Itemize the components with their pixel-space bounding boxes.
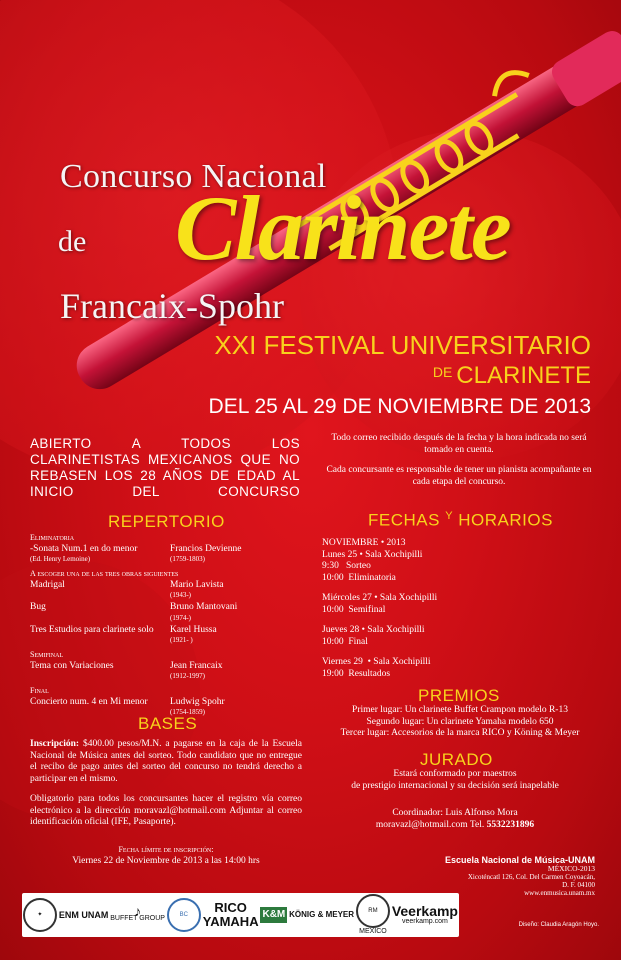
school-address: D. F. 04100 bbox=[562, 881, 595, 889]
prizes bbox=[320, 705, 600, 740]
deadline-label: Fecha límite de inscripción: bbox=[118, 845, 214, 854]
konig-text: KÖNIG & MEYER bbox=[289, 910, 355, 919]
work: Tres Estudios para clarinete solo bbox=[30, 624, 154, 635]
eligibility-text: ABIERTO A TODOS LOS CLARINETISTAS MEXICANOS QUE NO REBASEN LOS 28 AÑOS DE EDAD AL INICIO DEL CONCURSO bbox=[30, 436, 300, 499]
repertorio-row bbox=[30, 544, 300, 564]
note-email: Todo correo recibido después de la fecha y la hora indicada no será tomado en cuenta. bbox=[331, 433, 587, 455]
coordinator-phone: 5532231896 bbox=[486, 819, 535, 830]
design-credit: Diseño: Claudia Aragón Hoyo. bbox=[518, 922, 599, 928]
festival-dates: DEL 25 AL 29 DE NOVIEMBRE DE 2013 bbox=[208, 395, 591, 418]
school-web[interactable]: www.enmusica.unam.mx bbox=[524, 889, 595, 897]
buffet-logo bbox=[110, 903, 165, 923]
rm-sub: MEXICO bbox=[359, 928, 387, 935]
repertorio-row bbox=[30, 580, 300, 600]
prize-line: Segundo lugar: Un clarinete Yamaha modelo 650 bbox=[366, 716, 554, 727]
title-clarinete: Clarinete bbox=[175, 177, 510, 279]
repertorio-list bbox=[30, 532, 300, 716]
bases-text bbox=[30, 739, 302, 838]
rico-text: RICO bbox=[214, 900, 247, 915]
edition: (Ed. Henry Lemoine) bbox=[30, 555, 91, 563]
composer: Bruno Mantovani bbox=[170, 602, 238, 612]
title-line-2: de bbox=[58, 225, 87, 258]
school-info bbox=[380, 855, 595, 897]
konig-logo bbox=[289, 908, 354, 922]
fechas-y: Y bbox=[445, 510, 454, 522]
schedule-day bbox=[322, 550, 492, 585]
schedule-day bbox=[322, 593, 492, 616]
km-logo bbox=[260, 907, 287, 923]
horarios-word: HORARIOS bbox=[458, 510, 553, 530]
unam-seal-icon: ✦ bbox=[23, 898, 57, 932]
title-line-4: Francaix-Spohr bbox=[60, 286, 284, 326]
km-text: K&M bbox=[260, 907, 287, 923]
jury-line: Estará conformado por maestros bbox=[393, 769, 517, 779]
school-name: Escuela Nacional de Música-UNAM bbox=[444, 855, 595, 865]
composer: Mario Lavista bbox=[170, 579, 224, 590]
years: (1943-) bbox=[170, 591, 191, 599]
semifinal-label: Semifinal bbox=[30, 650, 64, 659]
note-pianist: Cada concursante es responsable de tener un pianista acompañante en cada etapa del concurso. bbox=[326, 465, 592, 487]
composer: Ludwig Spohr bbox=[170, 696, 225, 707]
years: (1759-1803) bbox=[170, 555, 205, 563]
buffet-text: BUFFET GROUP bbox=[110, 915, 165, 922]
schedule-line: 10:00 Semifinal bbox=[322, 604, 386, 615]
composer: Francios Devienne bbox=[170, 543, 242, 554]
schedule-line: 10:00 Final bbox=[322, 636, 368, 647]
day-label: Miércoles 27 • Sala Xochipilli bbox=[322, 593, 438, 603]
veerkamp-text: Veerkamp bbox=[391, 903, 458, 919]
enm-text: ENM UNAM bbox=[58, 910, 109, 920]
sponsor-logos bbox=[22, 893, 459, 937]
choose-label: A escoger una de las tres obras siguientes bbox=[30, 569, 179, 578]
clarinet-icon: ♪ bbox=[134, 903, 142, 919]
rico-yamaha-logo bbox=[203, 901, 259, 929]
crampon-logo bbox=[167, 898, 201, 932]
years: (1921- ) bbox=[170, 636, 193, 644]
inscripcion-label: Inscripción: bbox=[30, 739, 80, 749]
school-city: MÉXICO-2013 bbox=[547, 864, 595, 873]
enm-logo bbox=[59, 908, 109, 922]
bases-paragraph bbox=[30, 739, 302, 785]
unam-logo bbox=[23, 898, 57, 932]
veerkamp-sub: veerkamp.com bbox=[401, 918, 448, 925]
repertorio-row bbox=[30, 602, 300, 622]
years: (1754-1859) bbox=[170, 708, 205, 716]
festival-title: XXI FESTIVAL UNIVERSITARIO bbox=[214, 330, 591, 360]
prize-line: Primer lugar: Un clarinete Buffet Crampon modelo R-13 bbox=[352, 705, 568, 715]
festival-de: DE bbox=[432, 364, 453, 380]
title-line-1: Concurso Nacional bbox=[60, 158, 327, 195]
premios-heading: PREMIOS bbox=[418, 686, 500, 705]
inscripcion-text: $400.00 pesos/M.N. a pagarse en la caja de la Escuela Nacional de Música antes del sorteo. Todo candidato que no entregue el recibo de pago antes del sorteo del concurso no tendrá derecho a participar en el mismo. bbox=[30, 739, 302, 784]
festival-subtitle bbox=[433, 362, 591, 390]
bases-paragraph: Obligatorio para todos los concursantes hacer el registro vía correo electrónico a la dirección moravazl@hotmail.com Adjuntar al correo identificación oficial (IFE, Pasaporte). bbox=[30, 794, 302, 827]
rm-logo bbox=[356, 894, 390, 936]
festival-clarinete: CLARINETE bbox=[456, 362, 591, 389]
veerkamp-logo bbox=[392, 904, 458, 926]
schedule-line: 9:30 Sorteo bbox=[322, 561, 371, 571]
schedule-day bbox=[322, 657, 492, 680]
work: -Sonata Num.1 en do menor bbox=[30, 543, 138, 554]
schedule-line: 10:00 Eliminatoria bbox=[322, 572, 396, 583]
deadline bbox=[30, 844, 302, 867]
day-label: Jueves 28 • Sala Xochipilli bbox=[322, 625, 425, 635]
prize-line: Tercer lugar: Accesorios de la marca RICO y Köning & Meyer bbox=[340, 728, 580, 738]
notes bbox=[320, 432, 598, 496]
eliminatoria-label: Eliminatoria bbox=[30, 533, 75, 542]
final-label: Final bbox=[30, 686, 49, 695]
schedule-month: NOVIEMBRE • 2013 bbox=[322, 538, 406, 548]
deadline-date: Viernes 22 de Noviembre de 2013 a las 14:00 hrs bbox=[72, 855, 260, 866]
composer: Karel Hussa bbox=[170, 624, 217, 635]
coordinator bbox=[320, 808, 590, 831]
repertorio-row bbox=[30, 625, 300, 645]
schedule-day bbox=[322, 625, 492, 648]
jury-line: de prestigio internacional y su decisión será inapelable bbox=[351, 780, 559, 791]
work: Bug bbox=[30, 602, 46, 612]
fechas-heading bbox=[368, 510, 553, 531]
work: Concierto num. 4 en Mi menor bbox=[30, 696, 148, 707]
coordinator-name: Coordinador: Luis Alfonso Mora bbox=[392, 808, 518, 818]
work: Madrigal bbox=[30, 579, 65, 590]
jurado-heading: JURADO bbox=[420, 750, 493, 769]
years: (1912-1997) bbox=[170, 672, 205, 680]
schedule bbox=[322, 538, 492, 689]
coordinator-email[interactable]: moravazl@hotmail.com Tel. bbox=[375, 819, 485, 830]
bases-heading: BASES bbox=[138, 714, 198, 733]
years: (1974-) bbox=[170, 613, 191, 622]
day-label: Lunes 25 • Sala Xochipilli bbox=[322, 549, 423, 560]
crampon-seal-icon: BC bbox=[167, 898, 201, 932]
jury-text bbox=[320, 769, 590, 792]
rm-seal-icon: RM bbox=[356, 894, 390, 928]
school-address: Xicoténcatl 126, Col. Del Carmen Coyoacán, bbox=[467, 873, 595, 881]
composer: Jean Francaix bbox=[170, 660, 223, 671]
work: Tema con Variaciones bbox=[30, 660, 114, 671]
day-label: Viernes 29 • Sala Xochipilli bbox=[322, 657, 431, 667]
yamaha-text: YAMAHA bbox=[202, 914, 259, 929]
repertorio-heading: REPERTORIO bbox=[108, 512, 225, 531]
fechas-word: FECHAS bbox=[368, 510, 440, 530]
repertorio-row bbox=[30, 661, 300, 681]
schedule-line: 19:00 Resultados bbox=[322, 668, 391, 679]
